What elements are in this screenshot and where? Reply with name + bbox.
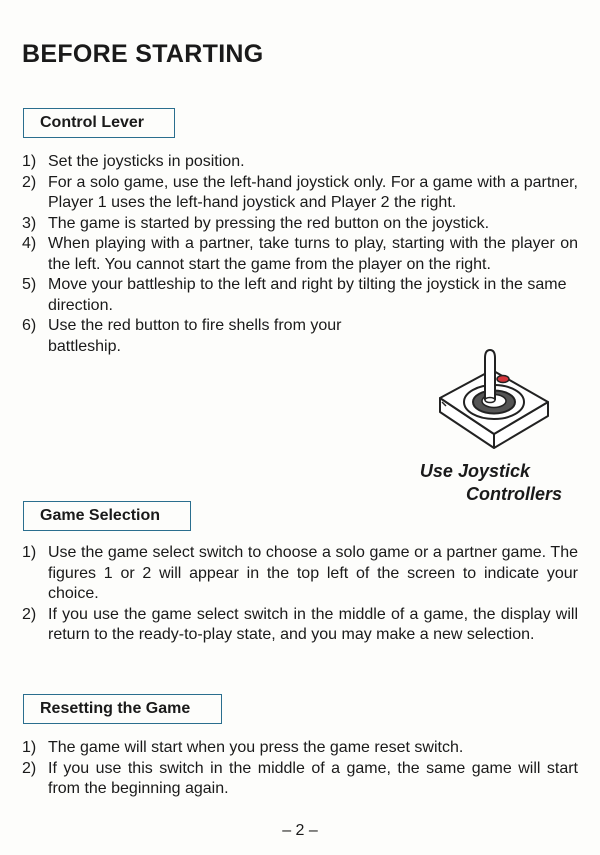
list-item: 2) For a solo game, use the left-hand joystick only. For a game with a partner, Player 1 uses the left-hand joystick and Player 2 the right. (22, 173, 578, 211)
list-item: 4) When playing with a partner, take turns to play, starting with the player on the left. You cannot start the game from the player on the right. (22, 235, 578, 273)
list-item: 5) Move your battleship to the left and right by tilting the joystick in the same direction. (22, 276, 567, 314)
list-item: 2) If you use this switch in the middle of a game, the same game will start from the beginning again. (22, 759, 578, 797)
list-item: 1) The game will start when you press the game reset switch. (22, 739, 464, 756)
section-heading-game-selection (23, 501, 191, 531)
section-heading-resetting (23, 694, 222, 724)
list-item: 1) Set the joysticks in position. (22, 153, 245, 170)
joystick-caption: Use Joystick Controllers (419, 461, 562, 504)
list-item: 2) If you use the game select switch in the middle of a game, the display will return to the ready-to-play state, and you may make a new selection. (22, 605, 578, 643)
control-lever-list (22, 152, 578, 357)
resetting-list (22, 738, 578, 800)
list-item: 3) The game is started by pressing the red button on the joystick. (22, 214, 490, 232)
page-title: BEFORE STARTING (22, 40, 264, 68)
section-heading-label: Resetting the Game (40, 700, 191, 717)
section-heading-label: Game Selection (40, 507, 161, 524)
game-selection-list (22, 543, 578, 646)
page-number: – 2 – (282, 822, 318, 839)
list-item: 1) Use the game select switch to choose a solo game or a partner game. The figures 1 or 2 will appear in the top left of the screen to indicate your choice. (22, 544, 578, 602)
list-item: 6) Use the red button to fire shells from your battleship. (22, 317, 342, 355)
section-heading-label: Control Lever (40, 114, 145, 131)
section-heading-control-lever (23, 108, 175, 138)
joystick-icon (434, 346, 554, 450)
